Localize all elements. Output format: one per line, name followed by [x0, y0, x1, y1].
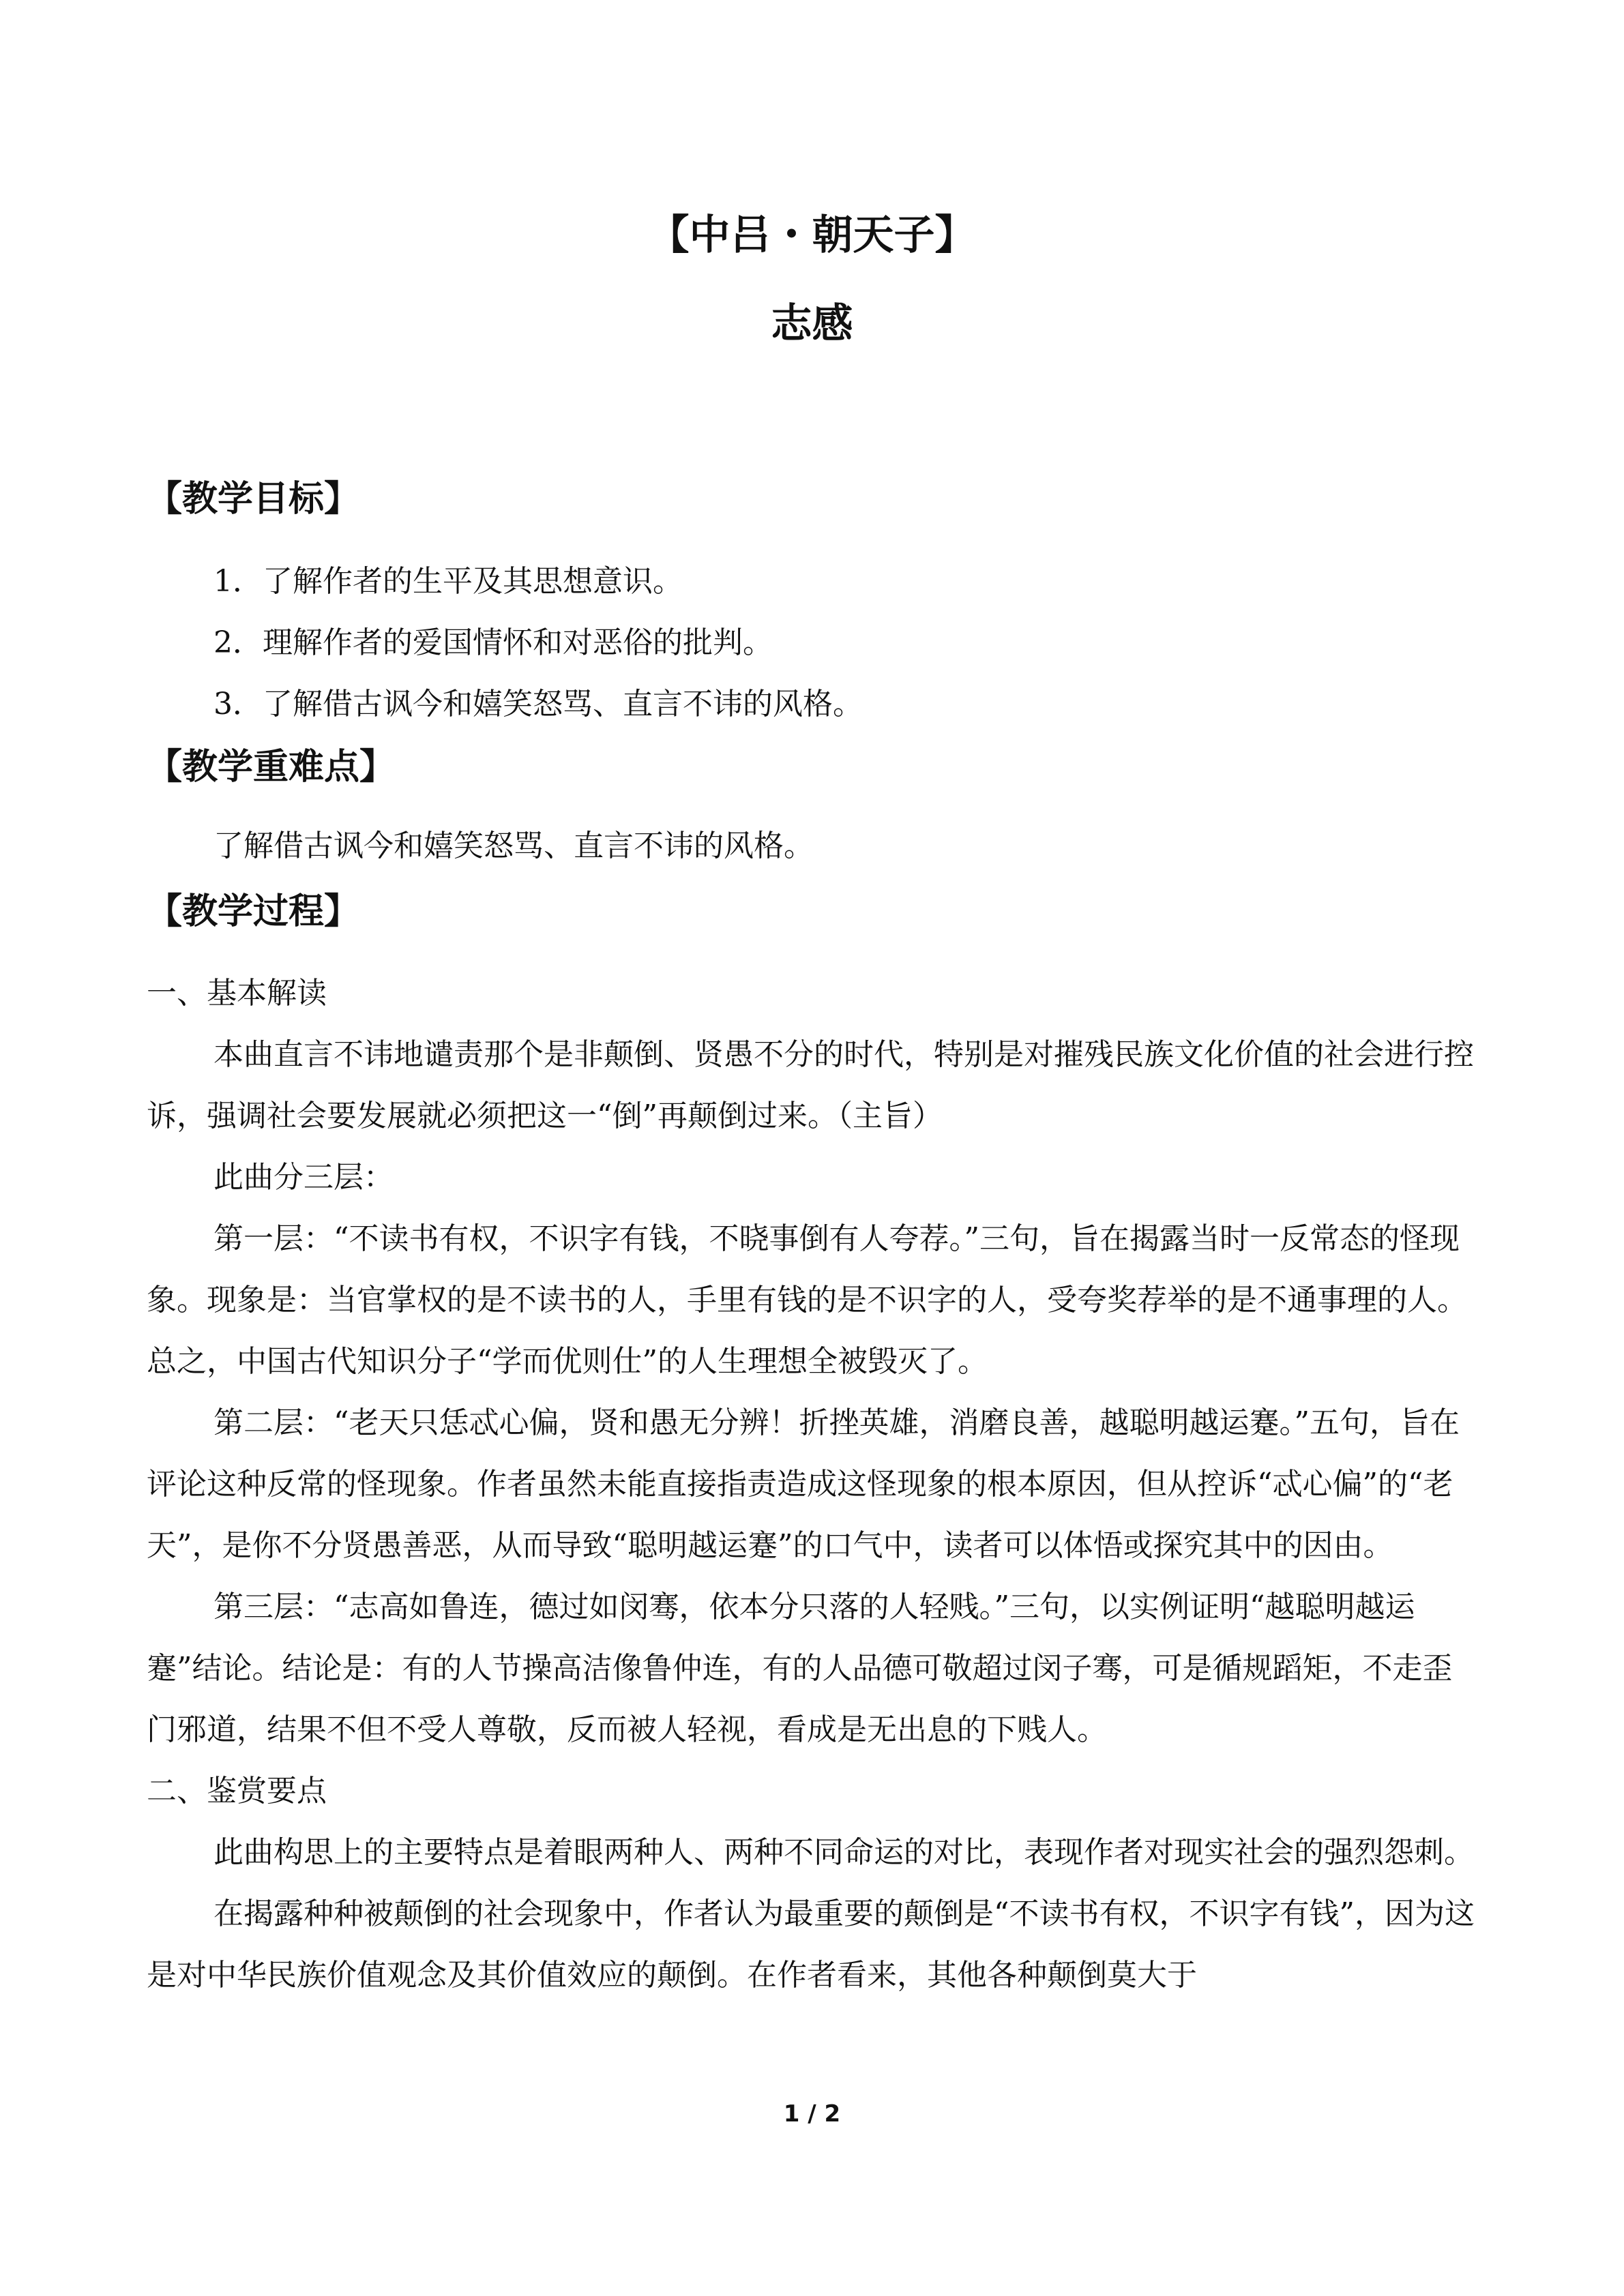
- teaching-goals-list: [147, 551, 1477, 735]
- page-number: 1 / 2: [783, 2100, 841, 2128]
- paragraph: 在揭露种种被颠倒的社会现象中，作者认为最重要的颠倒是“不读书有权，不识字有钱”，因为这是对中华民族价值观念及其价值效应的颠倒。在作者看来，其他各种颠倒莫大于: [147, 1896, 1475, 1993]
- key-points-text: 了解借古讽今和嬉笑怒骂、直言不讳的风格。: [213, 829, 814, 863]
- part2-label: 二、鉴赏要点: [147, 1774, 327, 1808]
- list-item: 3．了解借古讽今和嬉笑怒骂、直言不讳的风格。: [213, 687, 863, 721]
- heading-teaching-process: 【教学过程】: [147, 891, 360, 932]
- heading-teaching-goals: 【教学目标】: [147, 479, 360, 520]
- document-subtitle: 志感: [771, 300, 853, 348]
- paragraph: 第三层：“志高如鲁连，德过如闵骞，依本分只落的人轻贱。”三句，以实例证明“越聪明越运蹇”结论。结论是：有的人节操高洁像鲁仲连，有的人品德可敬超过闵子骞，可是循规蹈矩，不走歪门邪道，结果不但不受人尊敬，反而被人轻视，看成是无出息的下贱人。: [147, 1590, 1453, 1747]
- list-item: 1．了解作者的生平及其思想意识。: [213, 564, 683, 599]
- paragraph: 第一层：“不读书有权，不识字有钱，不晓事倒有人夸荐。”三句，旨在揭露当时一反常态的怪现象。现象是：当官掌权的是不读书的人，手里有钱的是不识字的人，受夸奖荐举的是不通事理的人。总之，中国古代知识分子“学而优则仕”的人生理想全被毁灭了。: [147, 1221, 1467, 1379]
- paragraph: 本曲直言不讳地谴责那个是非颠倒、贤愚不分的时代，特别是对摧残民族文化价值的社会进行控诉，强调社会要发展就必须把这一“倒”再颠倒过来。（主旨）: [147, 1037, 1474, 1133]
- document-title: 【中吕・朝天子】: [648, 211, 976, 259]
- paragraph: 此曲构思上的主要特点是着眼两种人、两种不同命运的对比，表现作者对现实社会的强烈怨刺。: [213, 1835, 1474, 1870]
- teaching-process-body: [147, 963, 1477, 2006]
- heading-key-points: 【教学重难点】: [147, 747, 396, 788]
- list-item: 2．理解作者的爱国情怀和对恶俗的批判。: [213, 625, 773, 660]
- paragraph: 第二层：“老天只恁忒心偏，贤和愚无分辨！折挫英雄，消磨良善，越聪明越运蹇。”五句，旨在评论这种反常的怪现象。作者虽然未能直接指责造成这怪现象的根本原因，但从控诉“忒心偏”的“老天”，是你不分贤愚善恶，从而导致“聪明越运蹇”的口气中，读者可以体悟或探究其中的因由。: [147, 1405, 1460, 1563]
- part1-label: 一、基本解读: [147, 976, 327, 1011]
- paragraph: 此曲分三层：: [213, 1160, 394, 1195]
- key-points-block: [147, 816, 1477, 877]
